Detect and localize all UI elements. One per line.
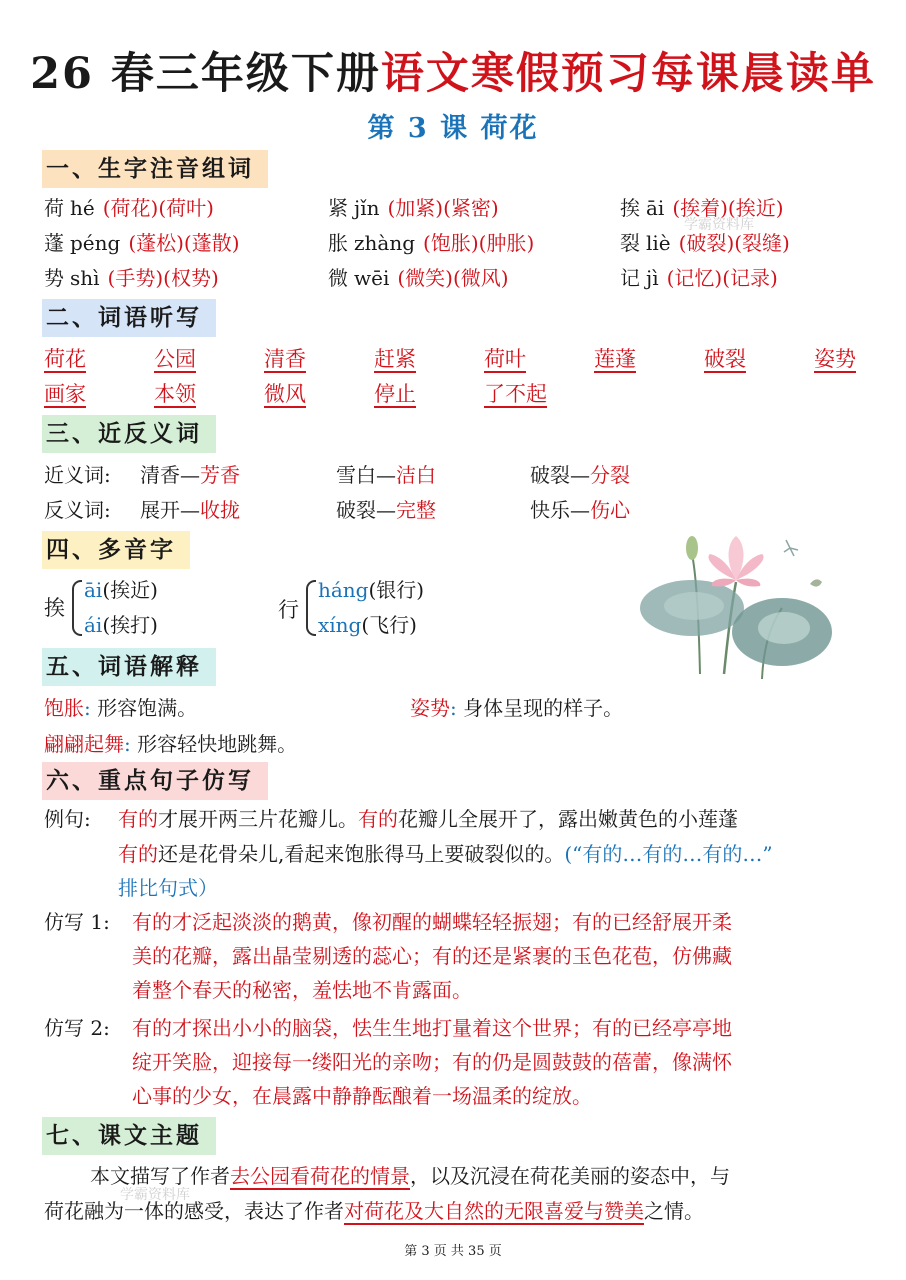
character-entry: 记 jì (记忆)(记录) <box>620 266 778 290</box>
dictation-word: 清香 <box>264 347 306 371</box>
dictation-word: 本领 <box>154 382 196 406</box>
antonym-pair: 破裂—完整 <box>336 498 436 522</box>
character-entry: 势 shì (手势)(权势) <box>44 266 219 290</box>
character-entry: 紧 jǐn (加紧)(紧密) <box>328 196 499 220</box>
section-heading-synonyms: 三、近反义词 <box>42 415 216 453</box>
example-label: 例句: <box>44 807 91 831</box>
section-heading-dictation: 二、词语听写 <box>42 299 216 337</box>
polyphone-reading: ái(挨打) <box>84 613 158 637</box>
synonym-label: 近义词: <box>44 463 111 487</box>
section-heading-sentences: 六、重点句子仿写 <box>42 762 268 800</box>
polyphone-reading: háng(银行) <box>318 578 425 602</box>
character-entry: 胀 zhàng (饱胀)(肿胀) <box>328 231 535 255</box>
dictation-word: 荷叶 <box>484 347 526 371</box>
dictation-word: 画家 <box>44 382 86 406</box>
character-entry: 微 wēi (微笑)(微风) <box>328 266 509 290</box>
example-line: 排比句式） <box>118 876 218 900</box>
antonym-pair: 快乐—伤心 <box>530 498 630 522</box>
polyphone-reading: āi(挨近) <box>84 578 158 602</box>
character-entry: 挨 āi (挨着)(挨近) <box>620 196 784 220</box>
dictation-word: 荷花 <box>44 347 86 371</box>
example-line: 有的才展开两三片花瓣儿。有的花瓣儿全展开了，露出嫩黄色的小莲蓬 <box>118 807 738 831</box>
imitation-text: 有的才探出小小的脑袋，怯生生地打量着这个世界；有的已经亭亭地 绽开笑脸，迎接每一缕阳光的亲吻；有的仍是圆鼓鼓的蓓蕾，像满怀 心事的少女，在晨露中静静酝酿着一场温柔的绽放。 <box>132 1016 732 1108</box>
character-entry: 荷 hé (荷花)(荷叶) <box>44 196 214 220</box>
page-footer: 第 3 页 共 35 页 <box>404 1244 502 1259</box>
imitation-label: 仿写 2: <box>44 1016 110 1040</box>
polyphone-char: 挨 <box>44 596 65 620</box>
polyphone-char: 行 <box>278 598 299 622</box>
explanation: 翩翩起舞: 形容轻快地跳舞。 <box>44 732 298 756</box>
dictation-word: 赶紧 <box>374 347 416 371</box>
dictation-word: 微风 <box>264 382 306 406</box>
explanation: 姿势: 身体呈现的样子。 <box>410 696 624 720</box>
antonym-label: 反义词: <box>44 498 111 522</box>
watermark: 学霸资料库 <box>120 1187 190 1203</box>
dictation-word: 莲蓬 <box>594 347 636 371</box>
dictation-word: 破裂 <box>704 347 746 371</box>
dictation-word: 停止 <box>374 382 416 406</box>
imitation-label: 仿写 1: <box>44 910 110 934</box>
synonym-pair: 雪白—洁白 <box>336 463 436 487</box>
explanation: 饱胀: 形容饱满。 <box>44 696 198 720</box>
page-title: 26 春三年级下册语文寒假预习每课晨读单 <box>30 49 876 99</box>
section-heading-polyphones: 四、多音字 <box>42 531 190 569</box>
imitation-text: 有的才泛起淡淡的鹅黄，像初醒的蝴蝶轻轻振翅；有的已经舒展开柔 美的花瓣，露出晶莹剔透的蕊心；有的还是紧裹的玉色花苞，仿佛藏 着整个春天的秘密，羞怯地不肯露面。 <box>132 910 732 1002</box>
theme-line: 荷花融为一体的感受，表达了作者对荷花及大自然的无限喜爱与赞美之情。 <box>44 1199 704 1223</box>
section-heading-theme: 七、课文主题 <box>42 1117 216 1155</box>
example-line: 有的还是花骨朵儿,看起来饱胀得马上要破裂似的。(“有的…有的…有的…” <box>118 842 773 866</box>
polyphone-brace <box>72 580 82 636</box>
watermark: 学霸资料库 <box>684 217 754 233</box>
section-heading-characters: 一、生字注音组词 <box>42 150 268 188</box>
dictation-word: 公园 <box>154 347 196 371</box>
antonym-pair: 展开—收拢 <box>140 498 240 522</box>
lesson-subtitle: 第 3 课 荷花 <box>367 113 539 144</box>
character-entry: 蓬 péng (蓬松)(蓬散) <box>44 231 240 255</box>
character-entry: 裂 liè (破裂)(裂缝) <box>620 231 790 255</box>
synonym-pair: 清香—芳香 <box>140 463 240 487</box>
dictation-word: 了不起 <box>484 382 547 406</box>
section-heading-explanations: 五、词语解释 <box>42 648 216 686</box>
dictation-word: 姿势 <box>814 347 856 371</box>
theme-line: 本文描写了作者去公园看荷花的情景，以及沉浸在荷花美丽的姿态中，与 <box>90 1164 730 1188</box>
synonym-pair: 破裂—分裂 <box>530 463 630 487</box>
polyphone-brace <box>306 580 316 636</box>
lotus-illustration <box>632 524 842 684</box>
polyphone-reading: xíng(飞行) <box>318 613 417 637</box>
